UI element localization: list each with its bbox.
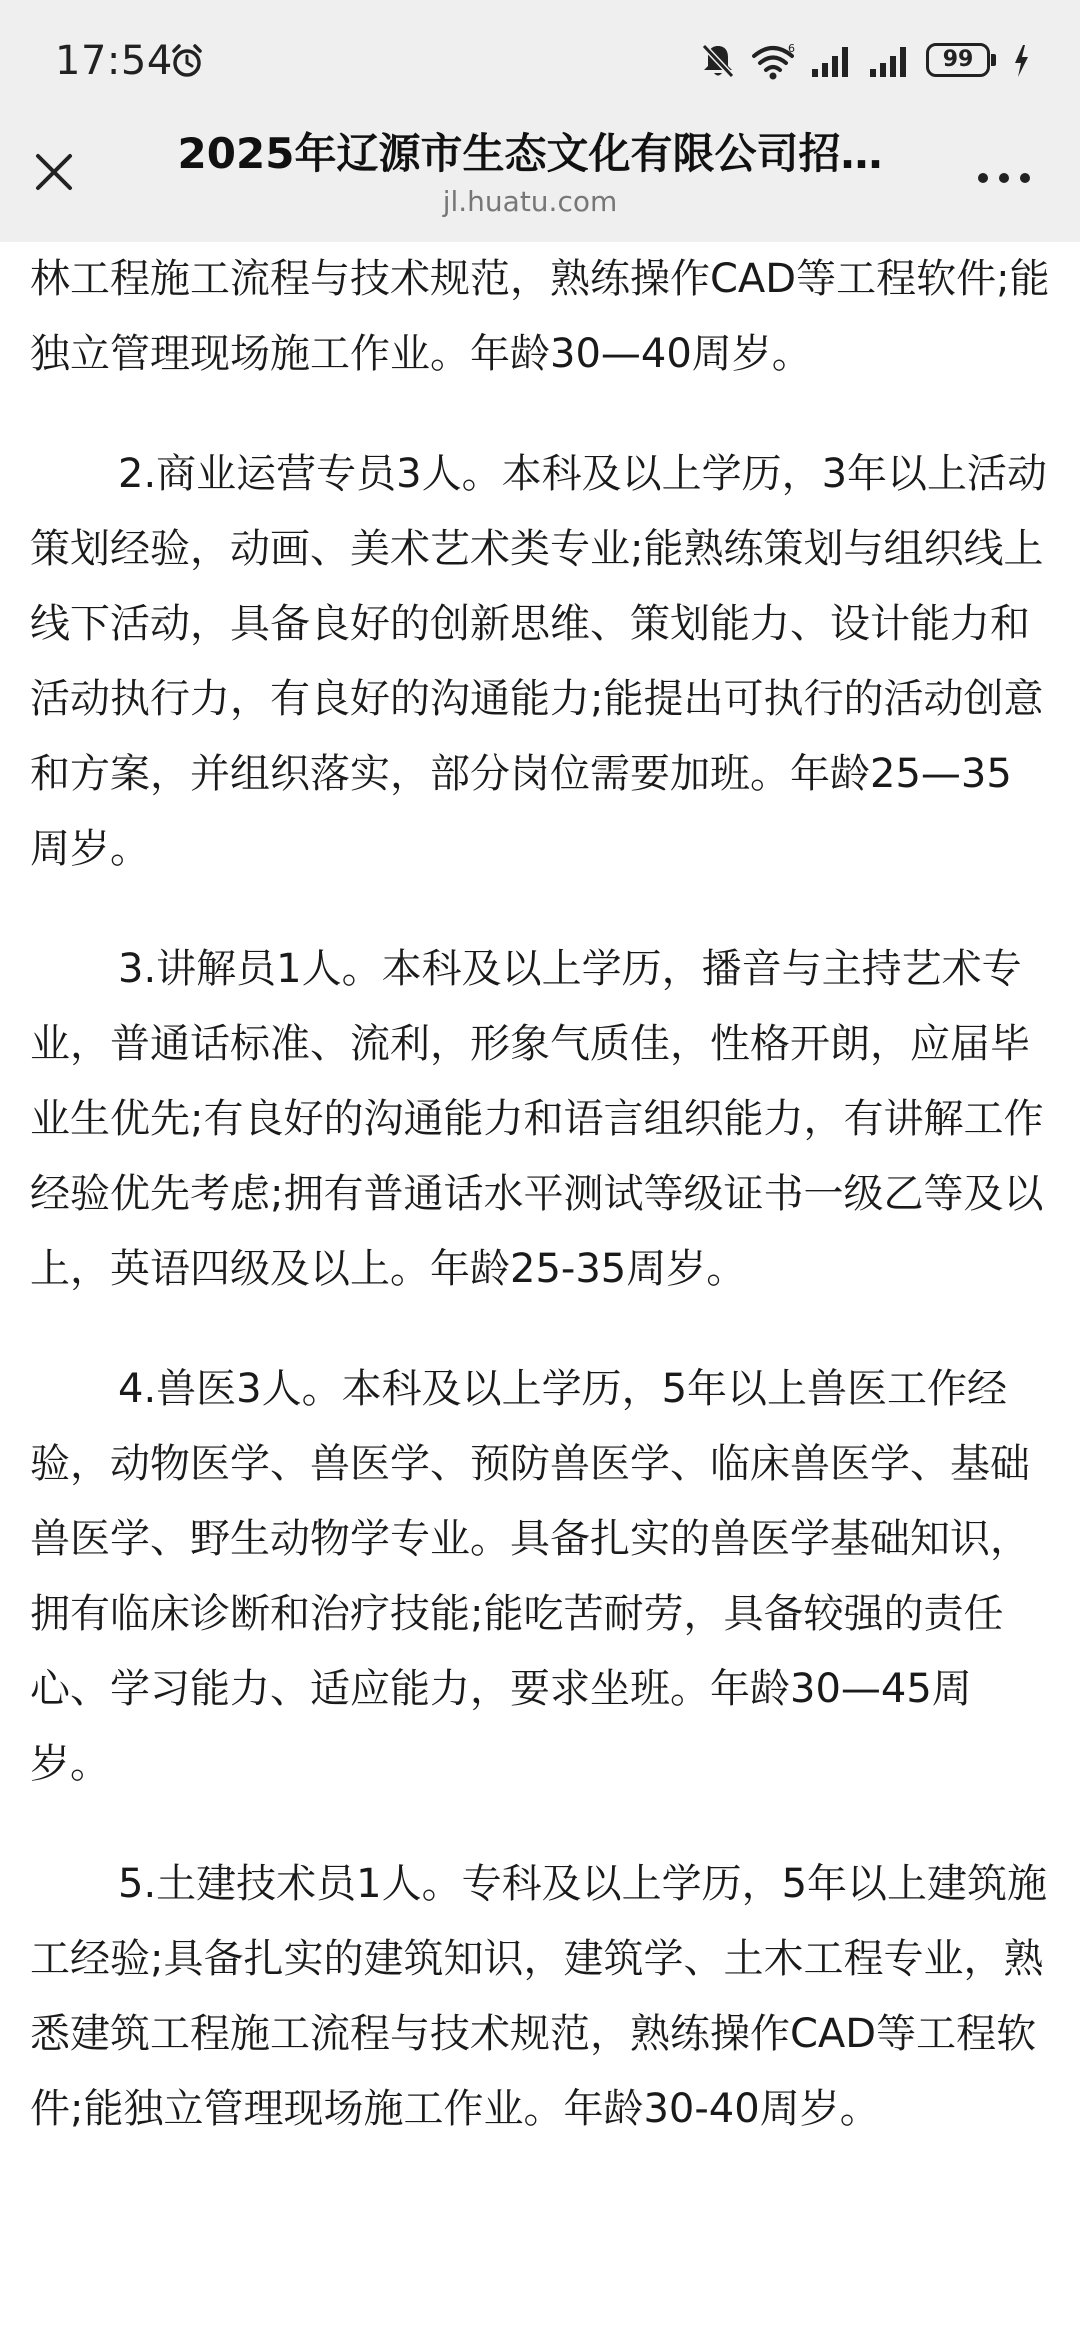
status-time: 17:54 (55, 38, 173, 84)
battery-icon (926, 43, 998, 79)
page-title: 2025年辽源市生态文化有限公司招… (177, 129, 883, 178)
alarm-clock-icon (168, 42, 206, 80)
article-paragraph-item-4: 4.兽医3人。本科及以上学历，5年以上兽医工作经验，动物医学、兽医学、预防兽医学、临床兽医学、基础兽医学、野生动物学专业。具备扎实的兽医学基础知识，拥有临床诊断和治疗技能;能吃苦耐劳，具备较强的责任心、学习能力、适应能力，要求坐班。年龄30—45周岁。 (30, 1366, 1030, 1787)
article-paragraph-item-5: 5.土建技术员1人。专科及以上学历，5年以上建筑施工经验;具备扎实的建筑知识，建筑学、土木工程专业，熟悉建筑工程施工流程与技术规范，熟练操作CAD等工程软件;能独立管理现场施工作业。年龄30-40周岁。 (30, 1861, 1048, 2132)
article-paragraph-item-3: 3.讲解员1人。本科及以上学历，播音与主持艺术专业，普通话标准、流利，形象气质佳，性格开朗，应届毕业生优先;有良好的沟通能力和语言组织能力，有讲解工作经验优先考虑;拥有普通话水平测试等级证书一级乙等及以上，英语四级及以上。年龄25-35周岁。 (30, 946, 1044, 1292)
article-paragraph-item-2: 2.商业运营专员3人。本科及以上学历，3年以上活动策划经验，动画、美术艺术类专业;能熟练策划与组织线上线下活动，具备良好的创新思维、策划能力、设计能力和活动执行力，有良好的沟通能力;能提出可执行的活动创意和方案，并组织落实，部分岗位需要加班。年龄25—35周岁。 (30, 451, 1048, 872)
signal-icon (868, 43, 912, 79)
signal-icon (810, 43, 854, 79)
browser-header (0, 0, 1080, 242)
wifi-icon (750, 42, 796, 80)
charging-icon (1012, 43, 1030, 79)
close-icon[interactable] (28, 146, 80, 198)
page-url: jl.huatu.com (442, 185, 618, 218)
status-bar (0, 0, 1080, 120)
article-paragraph-fragment: 林工程施工流程与技术规范，熟练操作CAD等工程软件;能独立管理现场施工作业。年龄30—40周岁。 (30, 256, 1050, 377)
battery-level: 99 (926, 43, 990, 77)
status-icons (700, 40, 1030, 82)
page-title-block (140, 128, 920, 220)
mute-bell-icon (700, 42, 736, 80)
more-dots-icon[interactable] (976, 170, 1032, 184)
article-body (30, 242, 1050, 2147)
svg-text:6: 6 (788, 42, 795, 55)
